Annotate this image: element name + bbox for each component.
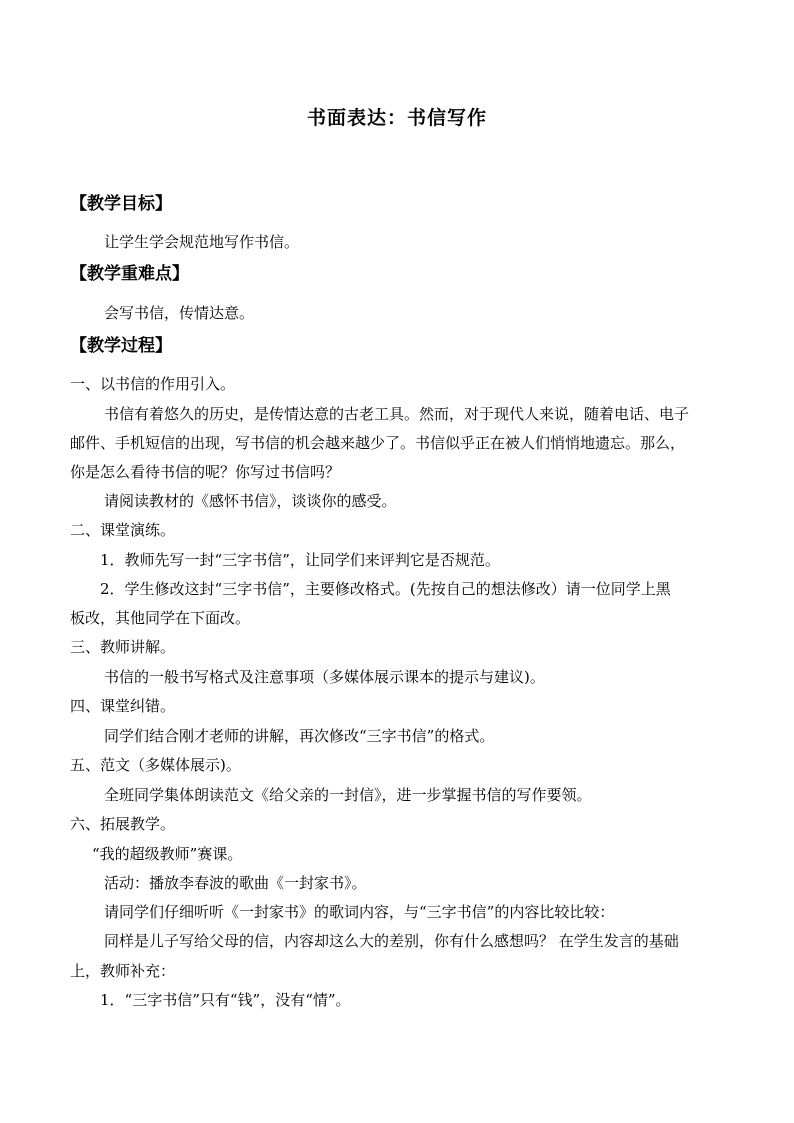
paragraph-line: 板改，其他同学在下面改。 <box>70 609 251 627</box>
heading-teaching-goal: 【教学目标】 <box>70 194 172 214</box>
goal-text: 让学生学会规范地写作书信。 <box>104 233 300 251</box>
section-4-heading: 四、课堂纠错。 <box>70 697 176 715</box>
paragraph-line: 邮件、手机短信的出现，写书信的机会越来越少了。书信似乎正在被人们悄悄地遗忘。那么， <box>70 434 686 452</box>
paragraph-line: 书信有着悠久的历史，是传情达意的古老工具。然而，对于现代人来说，随着电话、电子 <box>104 405 690 423</box>
paragraph-line: 你是怎么看待书信的呢？你写过书信吗？ <box>70 463 341 481</box>
document-title: 书面表达：书信写作 <box>306 107 487 129</box>
heading-key-difficult-points: 【教学重难点】 <box>70 264 189 284</box>
key-points-text: 会写书信，传情达意。 <box>104 304 255 322</box>
paragraph-line: 全班同学集体朗读范文《给父亲的一封信》，进一步掌握书信的写作要领。 <box>104 786 592 804</box>
section-6-heading: 六、拓展教学。 <box>70 815 176 833</box>
section-3-heading: 三、教师讲解。 <box>70 638 176 656</box>
section-2-heading: 二、课堂演练。 <box>70 521 176 539</box>
paragraph-line: 1．“三字书信”只有“钱”，没有“情”。 <box>100 991 351 1009</box>
paragraph-line: 2．学生修改这封“三字书信”，主要修改格式。(先按自己的想法修改）请一位同学上黑 <box>100 580 671 598</box>
paragraph-line: 同学们结合刚才老师的讲解，再次修改“三字书信”的格式。 <box>104 727 495 745</box>
paragraph-line: 同样是儿子写给父母的信，内容却这么大的差别，你有什么感想吗？ 在学生发言的基础 <box>104 932 679 950</box>
paragraph-line: 上，教师补充： <box>70 962 176 980</box>
paragraph-line: 书信的一般书写格式及注意事项（多媒体展示课本的提示与建议)。 <box>104 668 545 686</box>
paragraph-line: “我的超级教师”赛课。 <box>92 845 243 863</box>
paragraph-line: 1．教师先写一封“三字书信”，让同学们来评判它是否规范。 <box>100 551 500 569</box>
paragraph-line: 请同学们仔细听听《一封家书》的歌词内容，与“三字书信”的内容比较比较： <box>104 903 615 921</box>
section-5-heading: 五、范文（多媒体展示)。 <box>70 756 241 774</box>
paragraph-line: 活动：播放李春波的歌曲《一封家书》。 <box>104 874 367 892</box>
paragraph-line: 请阅读教材的《感怀书信》，谈谈你的感受。 <box>104 492 397 510</box>
section-1-heading: 一、以书信的作用引入。 <box>70 375 236 393</box>
heading-teaching-process: 【教学过程】 <box>70 336 172 356</box>
